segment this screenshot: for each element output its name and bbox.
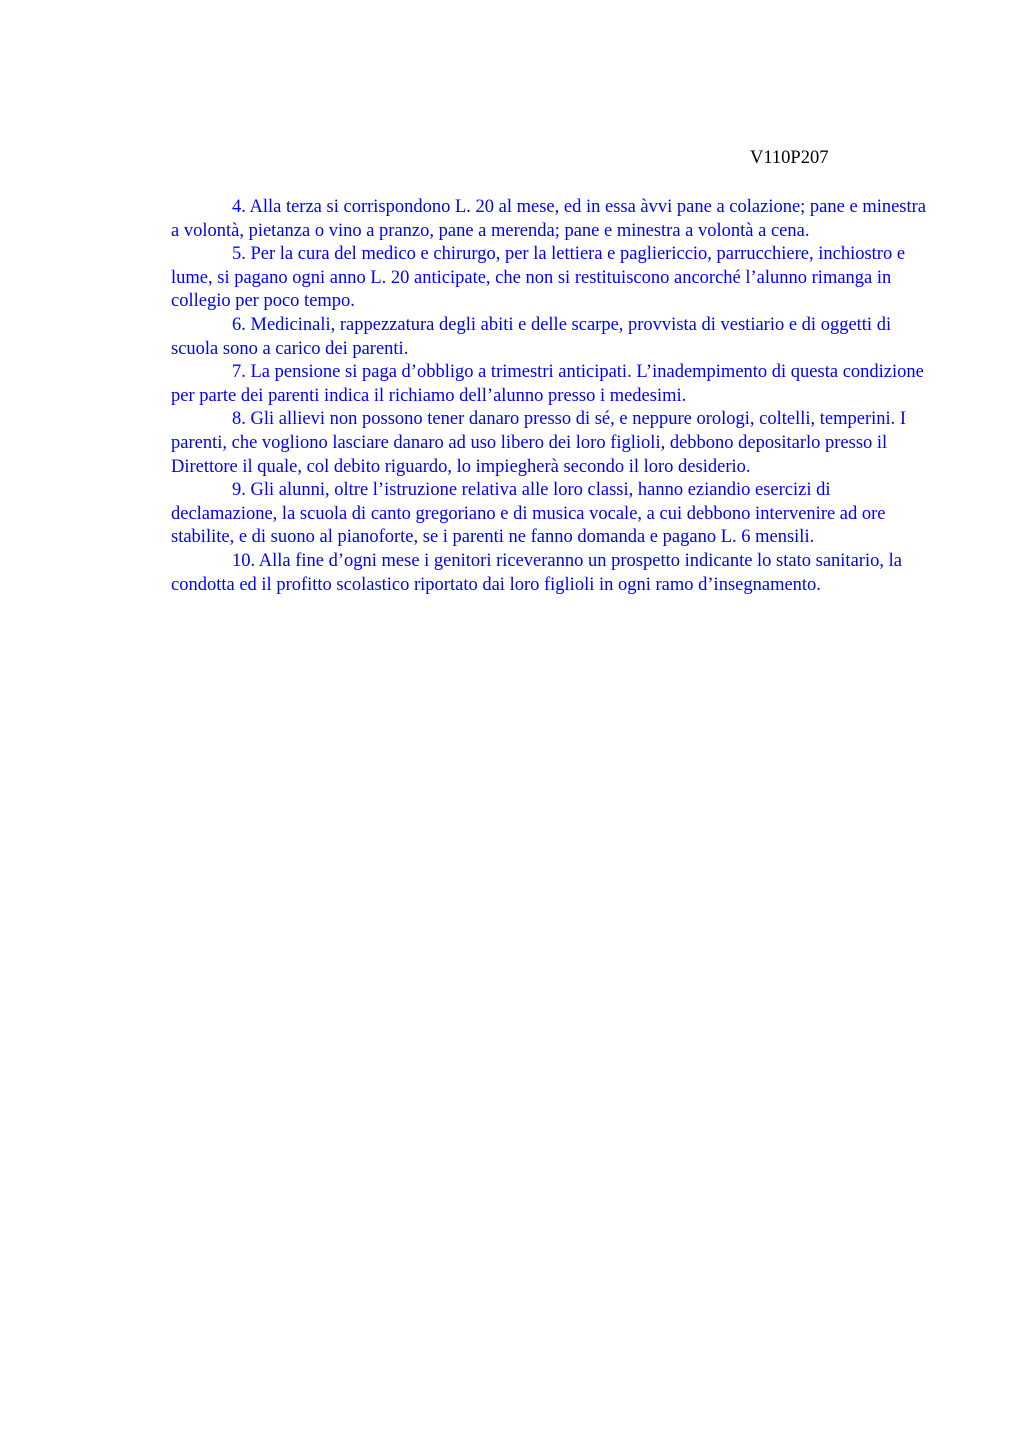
paragraph-8: 8. Gli allievi non possono tener danaro presso di sé, e neppure orologi, coltelli, temperini. I parenti, che vogliono lasciare danaro ad uso libero dei loro figlioli, debbono depositarlo presso il Direttore il quale, col debito riguardo, lo impiegherà secondo il loro desiderio.	[171, 409, 907, 477]
paragraph-9: 9. Gli alunni, oltre l’istruzione relativa alle loro classi, hanno eziandio esercizi di declamazione, la scuola di canto gregoriano e di musica vocale, a cui debbono intervenire ad ore stabilite, e di suono al pianoforte, se i parenti ne fanno domanda e pagano L. 6 mensili.	[171, 480, 886, 548]
paragraph-10: 10. Alla fine d’ogni mese i genitori riceveranno un prospetto indicante lo stato sanitario, la condotta ed il profitto scolastico riportato dai loro figlioli in ogni ramo d’insegnamento.	[171, 550, 902, 595]
paragraph-4: 4. Alla terza si corrispondono L. 20 al mese, ed in essa àvvi pane a colazione; pane e minestra a volontà, pietanza o vino a pranzo, pane a merenda; pane e minestra a volontà a cena.	[171, 197, 927, 241]
paragraph-6: 6. Medicinali, rappezzatura degli abiti e delle scarpe, provvista di vestiario e di oggetti di scuola sono a carico dei parenti.	[171, 314, 892, 359]
page-identifier: V110P207	[750, 148, 829, 168]
paragraph-7: 7. La pensione si paga d’obbligo a trimestri anticipati. L’inadempimento di questa condizione per parte dei parenti indica il richiamo dell’alunno presso i medesimi.	[171, 362, 924, 406]
document-body	[171, 196, 931, 597]
paragraph-5: 5. Per la cura del medico e chirurgo, per la lettiera e pagliericcio, parrucchiere, inchiostro e lume, si pagano ogni anno L. 20 anticipate, che non si restituiscono ancorché l’alunno rimanga in collegio per poco tempo.	[171, 244, 906, 312]
